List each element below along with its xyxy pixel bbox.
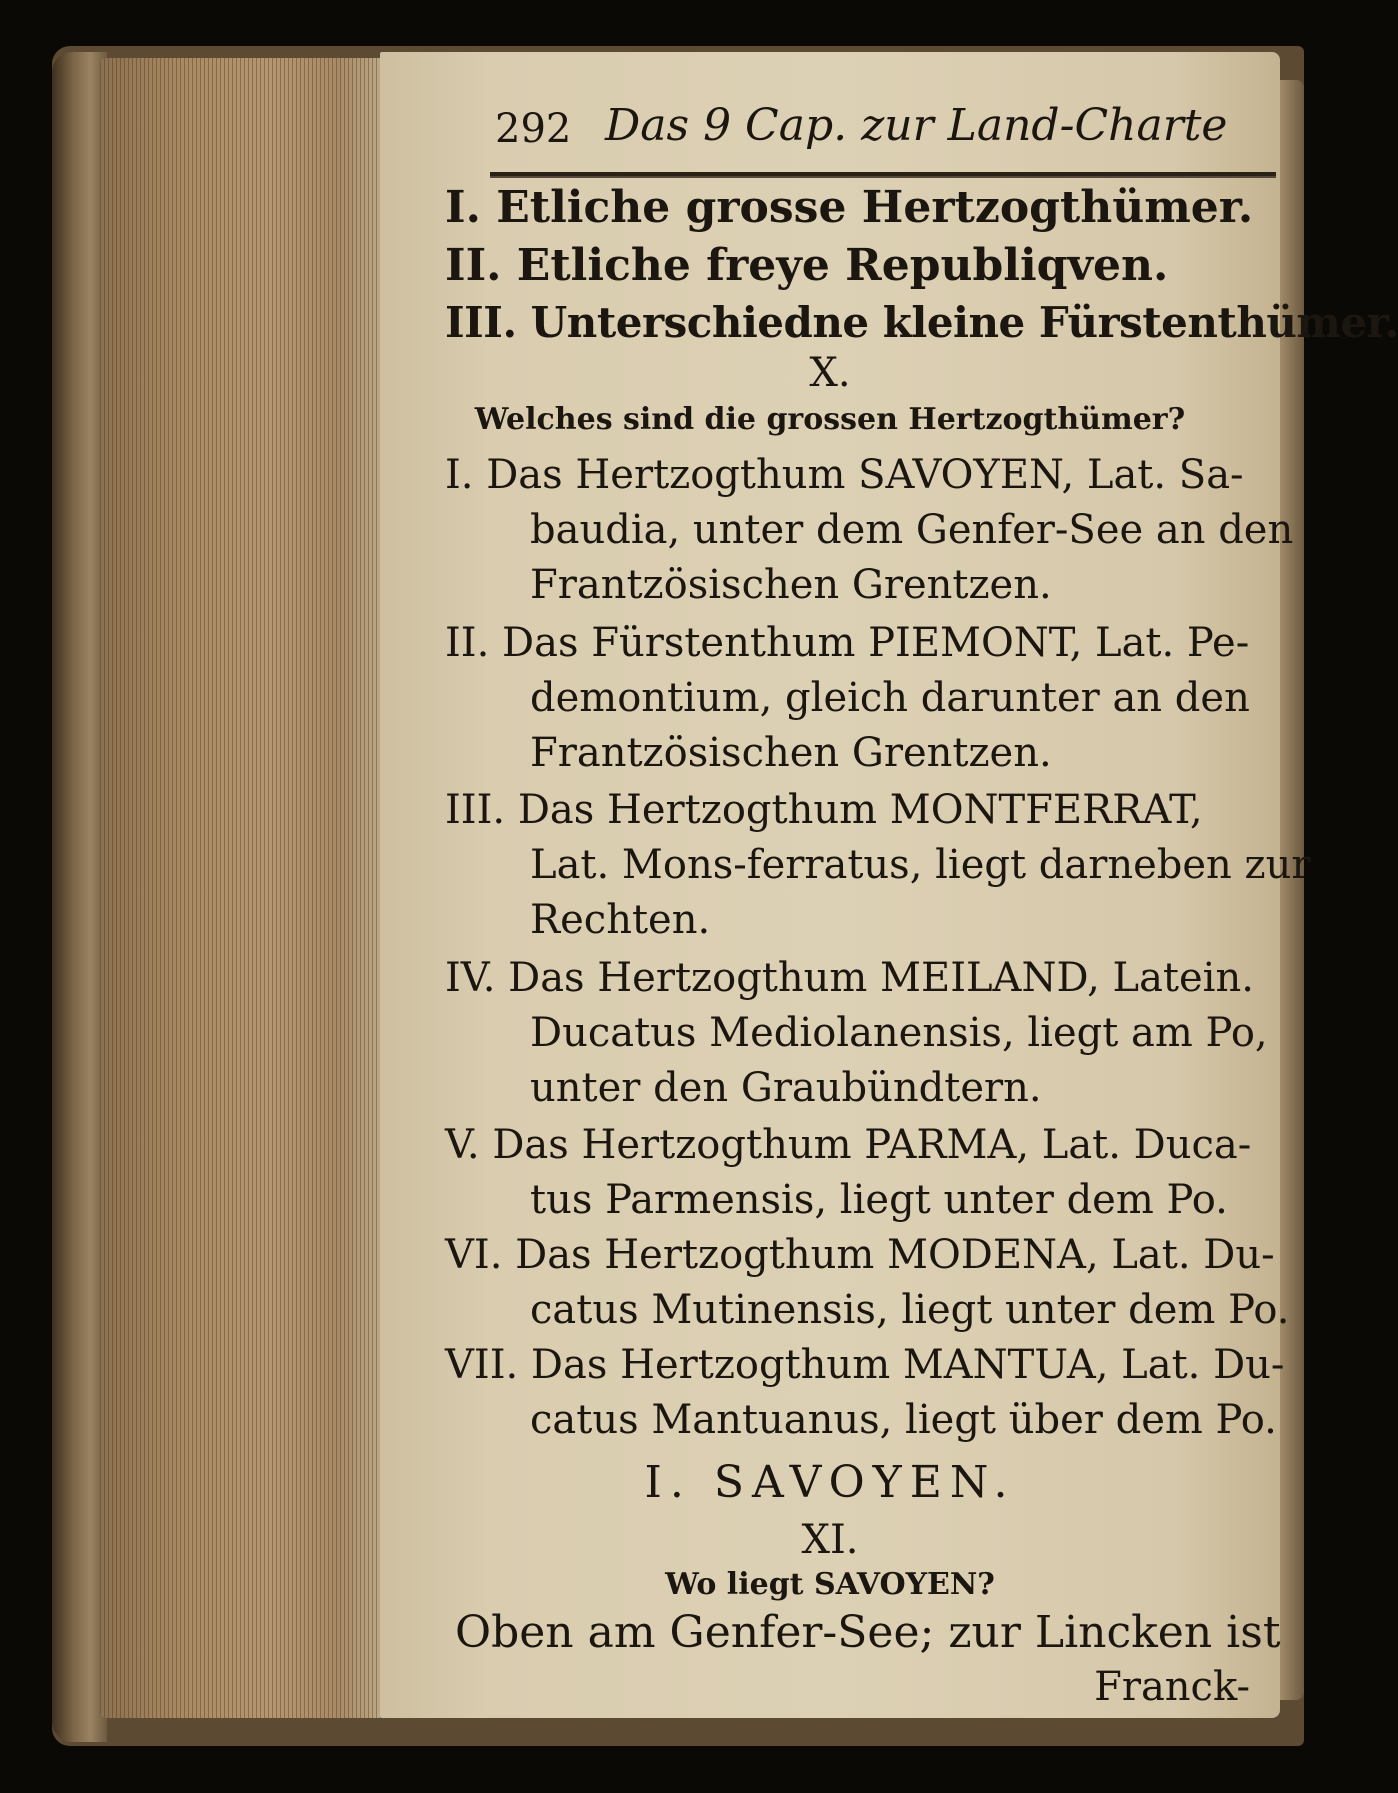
- question-x: Welches sind die grossen Hertzogthümer?: [474, 402, 1186, 437]
- entry-line: I. Das Hertzogthum SAVOYEN, Lat. Sa-: [445, 452, 1244, 498]
- page-number: 292: [495, 106, 572, 152]
- entry-line: unter den Graubündtern.: [530, 1065, 1042, 1111]
- intro-item: III. Unterschiedne kleine Fürstenthümer.: [445, 298, 1398, 347]
- entry-line: baudia, unter dem Genfer-See an den: [530, 507, 1294, 553]
- entry-line: Ducatus Mediolanensis, liegt am Po,: [530, 1010, 1268, 1056]
- entry-line: Lat. Mons-ferratus, liegt darneben zur: [530, 842, 1311, 888]
- entry-line: VI. Das Hertzogthum MODENA, Lat. Du-: [445, 1232, 1275, 1278]
- intro-item: II. Etliche freye Republiqven.: [445, 240, 1169, 291]
- entry-line: III. Das Hertzogthum MONTFERRAT,: [445, 787, 1203, 833]
- entry-line: demontium, gleich darunter an den: [530, 675, 1250, 721]
- question-number-x: X.: [809, 350, 851, 396]
- book-page: [380, 52, 1398, 1718]
- entry-line: catus Mantuanus, liegt über dem Po.: [530, 1397, 1277, 1443]
- entry-line: IV. Das Hertzogthum MEILAND, Latein.: [445, 955, 1254, 1001]
- head-rule: [490, 172, 1276, 178]
- entry-line: catus Mutinensis, liegt unter dem Po.: [530, 1287, 1290, 1333]
- entry-line: Frantzösischen Grentzen.: [530, 730, 1052, 776]
- page-edges: [100, 58, 380, 1718]
- entry-line: Frantzösischen Grentzen.: [530, 562, 1052, 608]
- question-number-xi: XI.: [801, 1517, 859, 1563]
- entry-line: Rechten.: [530, 897, 711, 943]
- book-spine: [52, 52, 107, 1742]
- catchword: Franck-: [1094, 1664, 1250, 1710]
- intro-item: I. Etliche grosse Hertzogthümer.: [445, 182, 1254, 233]
- entry-line: VII. Das Hertzogthum MANTUA, Lat. Du-: [445, 1342, 1285, 1388]
- question-xi: Wo liegt SAVOYEN?: [665, 1567, 995, 1602]
- entry-line: V. Das Hertzogthum PARMA, Lat. Duca-: [445, 1122, 1252, 1168]
- answer-line: Oben am Genfer-See; zur Lincken ist: [455, 1607, 1281, 1658]
- section-heading: I. SAVOYEN.: [644, 1457, 1016, 1508]
- running-head-title: Das 9 Cap. zur Land-Charte: [605, 100, 1228, 151]
- entry-line: II. Das Fürstenthum PIEMONT, Lat. Pe-: [445, 620, 1250, 666]
- running-head: [495, 100, 1275, 160]
- entry-line: tus Parmensis, liegt unter dem Po.: [530, 1177, 1228, 1223]
